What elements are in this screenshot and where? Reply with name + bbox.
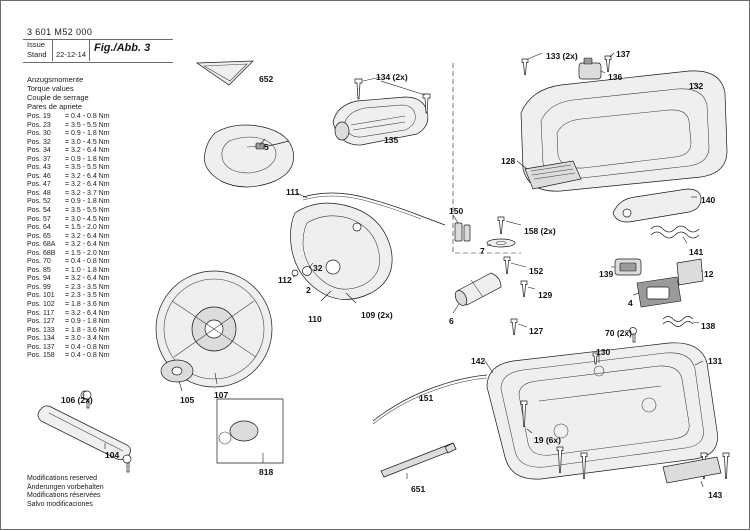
footer-line: Salvo modificaciones bbox=[27, 500, 93, 508]
callout-19-6x: 19 (6x) bbox=[534, 435, 561, 445]
callout-134-2x: 134 (2x) bbox=[376, 72, 408, 82]
callout-652: 652 bbox=[259, 74, 274, 84]
torque-title-fr: Couple de serrage bbox=[27, 93, 89, 102]
callout-32: 32 bbox=[313, 263, 323, 273]
part-152-screw bbox=[504, 257, 526, 274]
torque-value: = 1.5 - 2.0 Nm bbox=[65, 224, 110, 232]
callout-158-2x: 158 (2x) bbox=[524, 226, 556, 236]
torque-pos: Pos. 30 bbox=[27, 130, 51, 138]
issue-label: Issue bbox=[27, 40, 45, 49]
callout-109-2x: 109 (2x) bbox=[361, 310, 393, 320]
torque-value: = 1.0 - 1.8 Nm bbox=[65, 266, 110, 274]
callout-6: 6 bbox=[449, 316, 454, 326]
torque-pos: Pos. 101 bbox=[27, 292, 55, 300]
torque-pos: Pos. 37 bbox=[27, 155, 51, 163]
part-136-switch bbox=[579, 58, 605, 79]
torque-pos: Pos. 68B bbox=[27, 249, 56, 257]
part-135-handle bbox=[333, 97, 428, 145]
torque-pos: Pos. 32 bbox=[27, 138, 51, 146]
part-818-plate bbox=[217, 399, 283, 463]
callout-141: 141 bbox=[689, 247, 704, 257]
part-5-cable bbox=[204, 125, 293, 187]
torque-value: = 0.4 - 0.8 Nm bbox=[65, 258, 110, 266]
torque-value: = 0.4 - 0.8 Nm bbox=[65, 343, 110, 351]
callout-107: 107 bbox=[214, 390, 229, 400]
torque-value: = 3.0 - 3.4 Nm bbox=[65, 335, 110, 343]
callout-12: 12 bbox=[704, 269, 714, 279]
callout-111: 111 bbox=[286, 187, 300, 197]
footer-line: Modifications reserved bbox=[27, 475, 98, 482]
callout-138: 138 bbox=[701, 321, 716, 331]
torque-value: = 3.0 - 4.5 Nm bbox=[65, 215, 110, 223]
torque-title-de: Anzugsmomente bbox=[27, 75, 84, 84]
torque-pos: Pos. 117 bbox=[27, 309, 55, 317]
torque-value: = 3.5 - 5.5 Nm bbox=[65, 121, 110, 129]
torque-value: = 3.2 - 6.4 Nm bbox=[65, 147, 110, 155]
callout-133-2x: 133 (2x) bbox=[546, 51, 578, 61]
torque-value: = 0.4 - 0.8 Nm bbox=[65, 113, 110, 120]
torque-pos: Pos. 64 bbox=[27, 224, 51, 232]
callout-135: 135 bbox=[384, 135, 399, 145]
part-141-spring bbox=[651, 226, 699, 243]
part-139-block bbox=[611, 259, 641, 275]
stand-label: Stand bbox=[27, 50, 47, 59]
torque-pos: Pos. 43 bbox=[27, 164, 51, 172]
callout-150: 150 bbox=[449, 206, 464, 216]
date-value: 22-12-14 bbox=[56, 50, 87, 59]
callout-127: 127 bbox=[529, 326, 544, 336]
callout-137: 137 bbox=[616, 49, 631, 59]
callout-151: 151 bbox=[419, 393, 434, 403]
torque-pos: Pos. 134 bbox=[27, 335, 55, 343]
torque-pos: Pos. 158 bbox=[27, 352, 55, 360]
torque-pos: Pos. 48 bbox=[27, 189, 51, 197]
callout-131: 131 bbox=[708, 356, 723, 366]
torque-value: = 3.5 - 5.5 Nm bbox=[65, 164, 110, 172]
part-133-screws bbox=[522, 53, 542, 75]
torque-value: = 1.5 - 2.0 Nm bbox=[65, 249, 110, 257]
torque-value: = 0.9 - 1.8 Nm bbox=[65, 155, 110, 163]
part-127-screw bbox=[511, 319, 527, 335]
part-652-triangle bbox=[197, 61, 253, 85]
part-138-spring bbox=[663, 317, 699, 327]
torque-pos: Pos. 85 bbox=[27, 266, 51, 274]
torque-pos: Pos. 47 bbox=[27, 181, 51, 189]
torque-value: = 1.8 - 3.6 Nm bbox=[65, 326, 110, 334]
torque-value: = 3.2 - 6.4 Nm bbox=[65, 181, 110, 189]
figure-label: Fig./Abb. 3 bbox=[94, 42, 151, 54]
torque-title-en: Torque values bbox=[27, 84, 74, 93]
callout-4: 4 bbox=[628, 298, 633, 308]
torque-value: = 3.2 - 6.4 Nm bbox=[65, 232, 110, 240]
torque-pos: Pos. 19 bbox=[27, 113, 51, 120]
part-12-block bbox=[677, 259, 703, 285]
part-4-module bbox=[633, 277, 681, 307]
callout-130: 130 bbox=[596, 347, 611, 357]
callout-140: 140 bbox=[701, 195, 716, 205]
torque-value: = 3.0 - 4.5 Nm bbox=[65, 138, 110, 146]
callout-142: 142 bbox=[471, 356, 486, 366]
torque-value: = 2.3 - 3.5 Nm bbox=[65, 283, 110, 291]
torque-value: = 3.2 - 6.4 Nm bbox=[65, 172, 110, 180]
callout-129: 129 bbox=[538, 290, 553, 300]
callout-136: 136 bbox=[608, 72, 623, 82]
torque-value: = 3.2 - 3.7 Nm bbox=[65, 189, 110, 197]
torque-value: = 3.2 - 6.4 Nm bbox=[65, 309, 110, 317]
part-137-screw bbox=[605, 53, 614, 72]
part-651-allen-key bbox=[381, 443, 456, 479]
torque-value: = 1.8 - 3.6 Nm bbox=[65, 301, 110, 309]
torque-pos: Pos. 54 bbox=[27, 207, 51, 215]
callout-5: 5 bbox=[264, 142, 269, 152]
torque-pos: Pos. 23 bbox=[27, 121, 51, 129]
torque-value: = 0.9 - 1.8 Nm bbox=[65, 198, 110, 206]
callout-104: 104 bbox=[105, 450, 120, 460]
torque-pos: Pos. 94 bbox=[27, 275, 51, 283]
torque-value: = 0.9 - 1.8 Nm bbox=[65, 130, 110, 138]
torque-value: = 3.5 - 5.5 Nm bbox=[65, 207, 110, 215]
torque-pos: Pos. 137 bbox=[27, 343, 55, 351]
torque-pos: Pos. 102 bbox=[27, 301, 55, 309]
callout-651: 651 bbox=[411, 484, 426, 494]
torque-pos: Pos. 65 bbox=[27, 232, 51, 240]
callout-70-2x: 70 (2x) bbox=[605, 328, 632, 338]
callout-143: 143 bbox=[708, 490, 723, 500]
part-150-contact bbox=[453, 215, 470, 241]
callout-112: 112 bbox=[278, 275, 292, 285]
callout-139: 139 bbox=[599, 269, 614, 279]
part-number: 3 601 M52 000 bbox=[27, 27, 93, 37]
part-105-flange bbox=[161, 360, 193, 391]
footer-line: Änderungen vorbehalten bbox=[27, 483, 104, 491]
part-6-motor bbox=[453, 273, 501, 313]
torque-value: = 2.3 - 3.5 Nm bbox=[65, 292, 110, 300]
footer-line: Modifications réservées bbox=[27, 492, 101, 500]
part-140-bracket bbox=[613, 189, 701, 222]
part-158-screws bbox=[498, 217, 521, 234]
torque-pos: Pos. 46 bbox=[27, 172, 51, 180]
torque-value: = 0.4 - 0.8 Nm bbox=[65, 352, 110, 360]
torque-value: = 3.2 - 6.4 Nm bbox=[65, 241, 110, 249]
torque-pos: Pos. 57 bbox=[27, 215, 51, 223]
torque-value: = 0.9 - 1.8 Nm bbox=[65, 318, 110, 326]
part-7-washer bbox=[487, 239, 515, 247]
torque-pos: Pos. 70 bbox=[27, 258, 51, 266]
callout-152: 152 bbox=[529, 266, 544, 276]
torque-pos: Pos. 133 bbox=[27, 326, 55, 334]
torque-pos: Pos. 68A bbox=[27, 241, 56, 249]
part-129-screw bbox=[521, 281, 535, 297]
torque-title-es: Pares de apriete bbox=[27, 102, 83, 111]
callout-128: 128 bbox=[501, 156, 516, 166]
callout-105: 105 bbox=[180, 395, 195, 405]
torque-pos: Pos. 52 bbox=[27, 198, 51, 206]
callout-7: 7 bbox=[480, 246, 485, 256]
callout-106-2x: 106 (2x) bbox=[61, 395, 93, 405]
part-142-base-housing bbox=[485, 343, 718, 479]
callout-2: 2 bbox=[306, 285, 311, 295]
torque-pos: Pos. 34 bbox=[27, 147, 51, 155]
callout-818: 818 bbox=[259, 467, 274, 477]
torque-value: = 3.2 - 6.4 Nm bbox=[65, 275, 110, 283]
callout-132: 132 bbox=[689, 81, 704, 91]
callout-110: 110 bbox=[308, 314, 322, 324]
torque-pos: Pos. 99 bbox=[27, 283, 51, 291]
torque-pos: Pos. 127 bbox=[27, 318, 55, 326]
